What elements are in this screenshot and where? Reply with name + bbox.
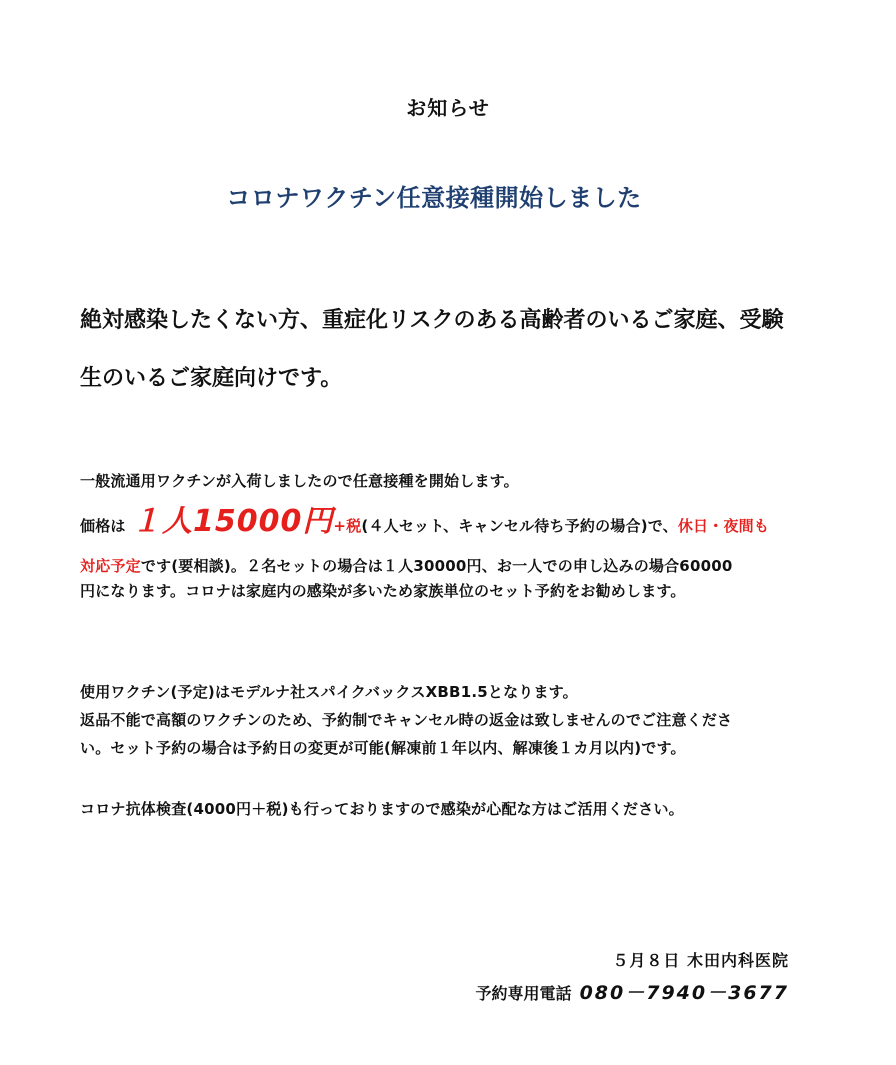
price-amount: １人15000円	[131, 504, 334, 539]
antibody-test-line: コロナ抗体検査(4000円＋税)も行っておりますので感染が心配な方はご活用ください。	[80, 800, 684, 818]
clinic-name: 木田内科医院	[686, 951, 789, 970]
footer-date-clinic	[612, 948, 789, 971]
phone-number: 080－7940－3677	[579, 982, 789, 1004]
footer-date: ５月８日	[612, 951, 681, 970]
refund-line-2: い。セット予約の場合は予約日の変更が可能(解凍前１年以内、解凍後１カ月以内)です。	[80, 739, 686, 757]
arrival-line: 一般流通用ワクチンが入荷しましたので任意接種を開始します。	[80, 472, 519, 490]
vaccine-paragraph	[80, 678, 800, 762]
target-line-2: 生のいるご家庭向けです。	[80, 366, 343, 391]
price-paragraph	[80, 502, 800, 602]
price-condition: (４人セット、キャンセル待ち予約の場合)で、	[361, 517, 678, 535]
footer-phone	[476, 978, 789, 1005]
main-title: コロナワクチン任意接種開始しました	[226, 184, 642, 212]
phone-label: 予約専用電話	[475, 984, 572, 1003]
target-line-1: 絶対感染したくない方、重症化リスクのある高齢者のいるご家庭、受験	[80, 308, 784, 333]
consult-and-pairs: です(要相談)。２名セットの場合は１人30000円、お一人での申し込みの場合60000	[140, 557, 733, 575]
vaccine-line: 使用ワクチン(予定)はモデルナ社スパイクバックスXBB1.5となります。	[80, 683, 578, 701]
notice-heading: お知らせ	[406, 96, 490, 120]
holiday-night-notice-cont: 対応予定	[80, 557, 141, 575]
price-tax: +税	[333, 517, 362, 535]
recommend-line: 円になります。コロナは家庭内の感染が多いため家族単位のセット予約をお勧めします。	[80, 582, 686, 600]
target-audience-text	[80, 292, 800, 408]
price-prefix: 価格は	[80, 517, 126, 535]
holiday-night-notice: 休日・夜間も	[677, 517, 770, 535]
refund-line-1: 返品不能で高額のワクチンのため、予約制でキャンセル時の返金は致しませんのでご注意くださ	[80, 711, 733, 729]
